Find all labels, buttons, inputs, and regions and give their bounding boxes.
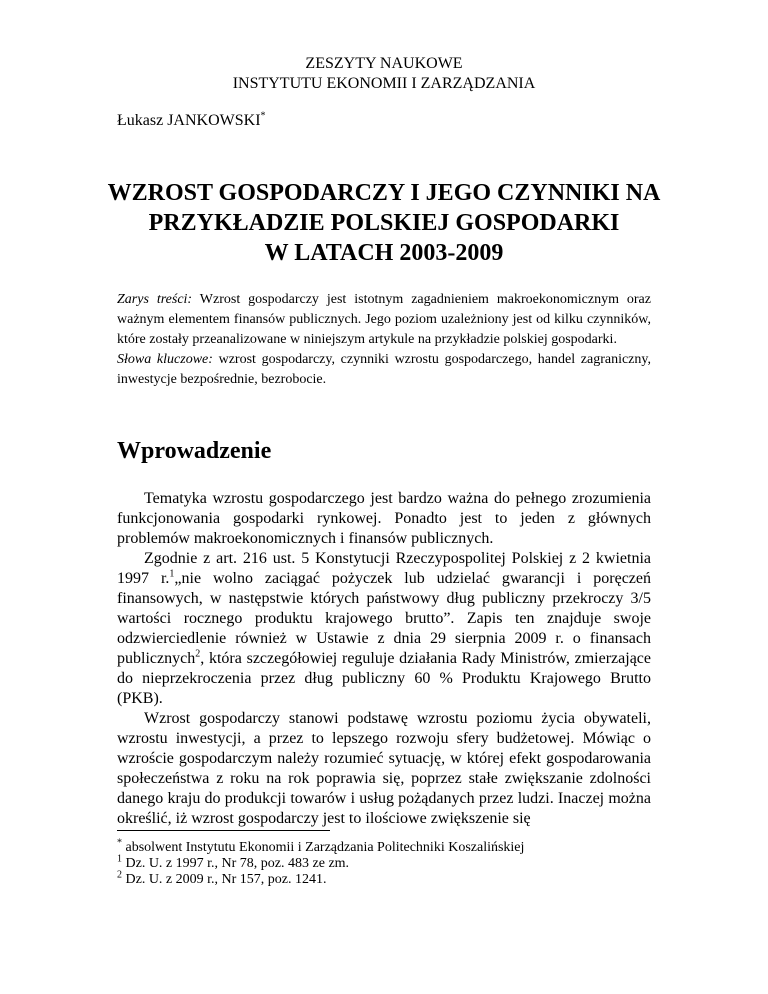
author-name: Łukasz JANKOWSKI (117, 112, 261, 129)
footnote-text: Dz. U. z 1997 r., Nr 78, poz. 483 ze zm. (122, 856, 350, 871)
body-paragraph-1: Tematyka wzrostu gospodarczego jest bardzo ważna do pełnego zrozumienia funkcjonowania gospodarki rynkowej. Ponadto jest to jeden z głównych problemów makroekonomicznych i finansów publicznych. (117, 490, 651, 547)
author-footnote-mark: * (260, 110, 266, 122)
body-text (117, 489, 651, 829)
footnote-separator (117, 830, 330, 831)
footnote-text: absolwent Instytutu Ekonomii i Zarządzania Politechniki Koszalińskiej (122, 840, 525, 855)
abstract-block (117, 290, 651, 390)
footnote-mark: 2 (117, 869, 122, 881)
title-line3: W LATACH 2003-2009 (264, 240, 504, 266)
body-paragraph-3: Wzrost gospodarczy stanowi podstawę wzrostu poziomu życia obywateli, wzrostu inwestycji, a przez to lepszego rozwoju sfery budżetowej. Mówiąc o wzroście gospodarczym należy rozumieć sytuację, w której efekt gospodarowania społeczeństwa z roku na rok poprawia się, poprzez stałe zwiększanie zdolności danego kraju do produkcji towarów i usług pożądanych przez ludzi. Inaczej można określić, iż wzrost gospodarczy jest to ilościowe zwiększenie się (117, 710, 651, 827)
journal-name-line1: ZESZYTY NAUKOWE (305, 55, 463, 72)
journal-name-line2: INSTYTUTU EKONOMII I ZARZĄDZANIA (232, 75, 536, 92)
footnotes (117, 837, 651, 888)
author-line (117, 112, 266, 130)
abstract-text: Wzrost gospodarczy jest istotnym zagadnieniem makroekonomicznym oraz ważnym elementem finansów publicznych. Jego poziom uzależniony jest od kilku czynników, które zostały przeanalizowane w niniejszym artykule na przykładzie polskiej gospodarki. (117, 292, 651, 347)
footnote-author (117, 837, 651, 856)
footnote-mark: 1 (117, 853, 122, 865)
title-line2: PRZYKŁADZIE POLSKIEJ GOSPODARKI (148, 210, 620, 236)
title-line1: WZROST GOSPODARCZY I JEGO CZYNNIKI NA (107, 180, 661, 206)
body-paragraph-2-part-b: „nie wolno zaciągać pożyczek lub udzielać gwarancji i poręczeń finansowych, w następstwie których państwowy dług publiczny przekroczy 3/5 wartości rocznego produktu krajowego brutto”. Zapis ten znajduje swoje odzwierciedlenie również w Ustawie z dnia 29 sierpnia 2009 r. o finansach publicznych (117, 570, 651, 667)
footnote-ref-1: 1 (169, 568, 175, 580)
body-paragraph-2-part-a: Zgodnie z art. 216 ust. 5 Konstytucji Rzeczypospolitej Polskiej z 2 kwietnia 1997 r. (117, 550, 651, 587)
footnote-2 (117, 869, 651, 888)
footnote-1 (117, 853, 651, 872)
journal-header (0, 54, 768, 94)
abstract-label: Zarys treści: (117, 292, 193, 307)
footnote-text: Dz. U. z 2009 r., Nr 157, poz. 1241. (122, 872, 327, 887)
footnote-mark: * (117, 837, 122, 849)
keywords-label: Słowa kluczowe: (117, 352, 213, 367)
body-paragraph-2 (117, 549, 651, 709)
keywords-paragraph (117, 350, 651, 390)
article-title (60, 178, 708, 268)
footnote-ref-2: 2 (195, 648, 201, 660)
abstract-paragraph (117, 290, 651, 350)
keywords-text: wzrost gospodarczy, czynniki wzrostu gospodarczego, handel zagraniczny, inwestycje bezpośrednie, bezrobocie. (117, 352, 651, 387)
body-paragraph-2-part-c: , która szczegółowiej reguluje działania Rady Ministrów, zmierzające do nieprzekroczenia przez dług publiczny 60 % Produktu Krajowego Brutto (PKB). (117, 650, 651, 707)
section-heading: Wprowadzenie (117, 438, 272, 464)
